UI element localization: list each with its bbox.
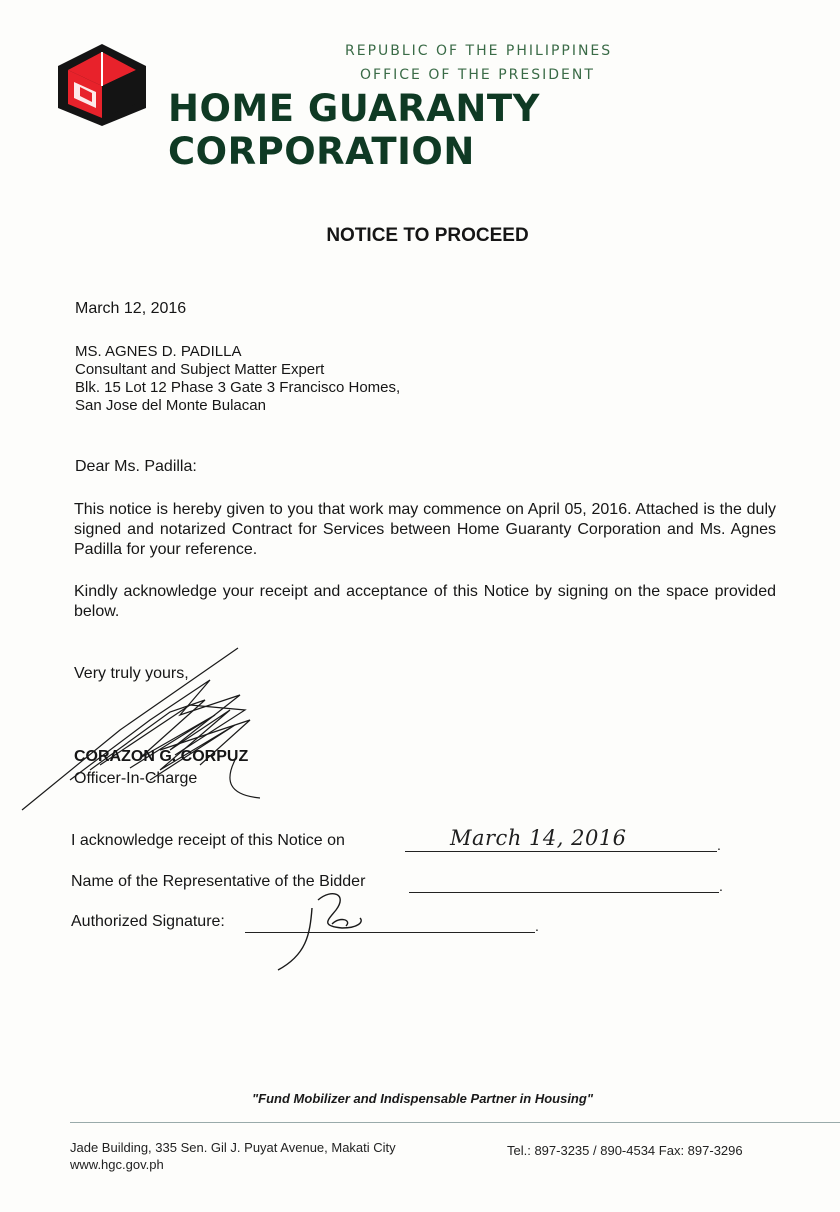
recipient-address-line2: San Jose del Monte Bulacan	[75, 397, 266, 414]
body-paragraph-1: This notice is hereby given to you that work may commence on April 05, 2016. Attached is the duly signed and notarized Contract for Services between Home Guaranty Corporation and Ms. Agnes Padilla for your reference.	[74, 501, 776, 558]
line-end-period: .	[717, 837, 721, 853]
line-end-period: .	[719, 878, 723, 894]
greeting: Dear Ms. Padilla:	[75, 458, 197, 475]
header-office: OFFICE OF THE PRESIDENT	[360, 67, 595, 83]
header-org-name: HOME GUARANTY CORPORATION	[168, 87, 540, 173]
signer-title: Officer-In-Charge	[74, 770, 198, 787]
footer-website: www.hgc.gov.ph	[70, 1157, 164, 1172]
line-end-period: .	[535, 918, 539, 934]
signer-name: CORAZON G. CORPUZ	[74, 748, 249, 765]
footer-tagline: "Fund Mobilizer and Indispensable Partner in Housing"	[252, 1091, 593, 1106]
authorized-signature-label: Authorized Signature:	[71, 913, 225, 930]
recipient-name: MS. AGNES D. PADILLA	[75, 343, 242, 360]
header-republic: REPUBLIC OF THE PHILIPPINES	[345, 43, 613, 59]
document-title: NOTICE TO PROCEED	[326, 225, 529, 246]
recipient-block	[75, 343, 400, 415]
footer-address: Jade Building, 335 Sen. Gil J. Puyat Avenue, Makati City	[70, 1140, 396, 1155]
handwritten-receipt-date: March 14, 2016	[450, 826, 627, 850]
recipient-address-line1: Blk. 15 Lot 12 Phase 3 Gate 3 Francisco Homes,	[75, 379, 401, 396]
letter-date: March 12, 2016	[75, 300, 187, 317]
handwritten-signature	[0, 640, 300, 820]
hgc-logo-icon	[56, 42, 148, 133]
ack-receipt-line	[405, 851, 717, 852]
closing: Very truly yours,	[74, 665, 189, 682]
representative-line	[409, 892, 719, 893]
recipient-position: Consultant and Subject Matter Expert	[75, 361, 325, 378]
footer-phones: Tel.: 897-3235 / 890-4534 Fax: 897-3296	[507, 1143, 743, 1158]
footer-divider	[70, 1122, 840, 1123]
handwritten-initials	[270, 880, 380, 975]
body-paragraph-2: Kindly acknowledge your receipt and acceptance of this Notice by signing on the space provided below.	[74, 583, 776, 620]
representative-label: Name of the Representative of the Bidder	[71, 873, 366, 890]
ack-receipt-label: I acknowledge receipt of this Notice on	[71, 832, 345, 849]
footer-address-block	[70, 1139, 396, 1173]
